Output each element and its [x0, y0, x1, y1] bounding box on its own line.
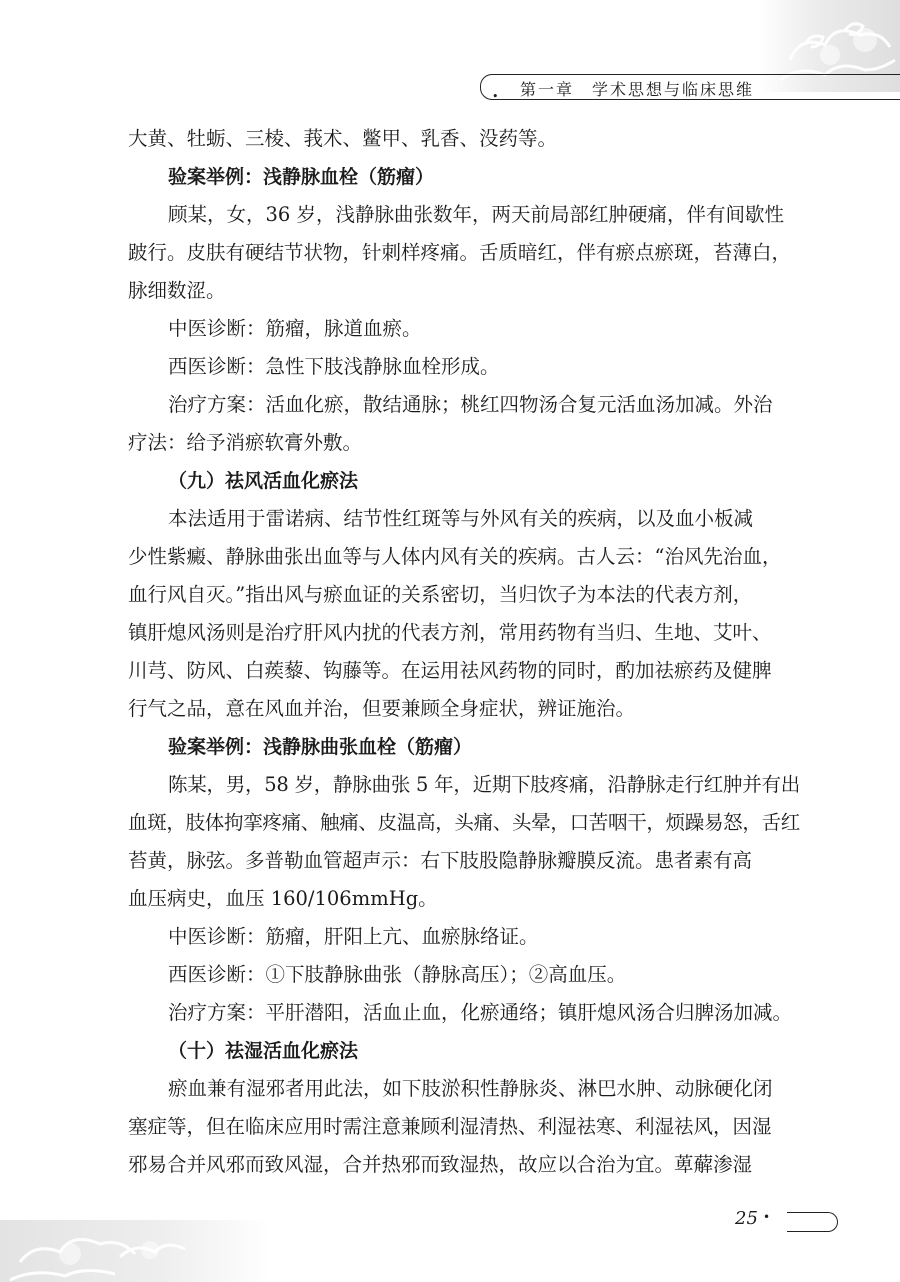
paragraph — [128, 348, 800, 386]
text-line: 本法适用于雷诺病、结节性红斑等与外风有关的疾病，以及血小板减 — [168, 507, 754, 530]
text-line: 血行风自灭。”指出风与瘀血证的关系密切，当归饮子为本法的代表方剂， — [128, 583, 753, 606]
text-line: 大黄、牡蛎、三棱、莪术、鳖甲、乳香、没药等。 — [128, 127, 558, 150]
running-head — [480, 74, 900, 104]
section-heading: 验案举例：浅静脉曲张血栓（筋瘤） — [168, 736, 473, 758]
text-line: 西医诊断：①下肢静脉曲张（静脉高压）；②高血压。 — [168, 963, 627, 986]
text-line: 少性紫癜、静脉曲张出血等与人体内风有关的疾病。古人云：“治风先治血， — [128, 545, 782, 568]
text-line: 治疗方案：平肝潜阳，活血止血，化瘀通络；镇肝熄风汤合归脾汤加减。 — [168, 1001, 793, 1024]
paragraph — [128, 500, 800, 728]
page-body — [128, 120, 800, 1184]
arrow-icon: • — [492, 90, 499, 103]
text-line: 陈某，男，58 岁，静脉曲张 5 年，近期下肢疼痛，沿静脉走行红肿并有出 — [168, 773, 800, 796]
chapter-title: 第一章 学术思想与临床思维 — [520, 80, 755, 99]
text-line: 西医诊断：急性下肢浅静脉血栓形成。 — [168, 355, 500, 378]
page-footer — [735, 1208, 900, 1238]
text-line: 治疗方案：活血化瘀，散结通脉；桃红四物汤合复元活血汤加减。外治 — [168, 393, 773, 416]
paragraph — [128, 120, 800, 158]
paragraph — [128, 196, 800, 310]
text-line: 邪易合并风邪而致风湿，合并热邪而致湿热，故应以合治为宜。萆薢渗湿 — [128, 1153, 753, 1176]
paragraph — [128, 956, 800, 994]
paragraph — [128, 994, 800, 1032]
text-line: 疗法：给予消瘀软膏外敷。 — [128, 431, 363, 454]
section-heading: 验案举例：浅静脉血栓（筋瘤） — [168, 166, 435, 188]
text-line: 跛行。皮肤有硬结节状物，针刺样疼痛。舌质暗红，伴有瘀点瘀斑，苔薄白， — [128, 241, 792, 264]
text-line: 塞症等，但在临床应用时需注意兼顾利湿清热、利湿祛寒、利湿祛风，因湿 — [128, 1115, 772, 1138]
arrow-icon: • — [763, 1210, 771, 1224]
paragraph — [128, 310, 800, 348]
text-line: 苔黄，脉弦。多普勒血管超声示：右下肢股隐静脉瓣膜反流。患者素有高 — [128, 849, 753, 872]
text-line: 川芎、防风、白蒺藜、钩藤等。在运用祛风药物的同时，酌加祛瘀药及健脾 — [128, 659, 772, 682]
footer-rule — [787, 1212, 838, 1232]
text-line: 中医诊断：筋瘤，肝阳上亢、血瘀脉络证。 — [168, 925, 539, 948]
text-line: 中医诊断：筋瘤，脉道血瘀。 — [168, 317, 422, 340]
paragraph — [128, 386, 800, 462]
text-line: 行气之品，意在风血并治，但要兼顾全身症状，辨证施治。 — [128, 697, 636, 720]
text-line: 镇肝熄风汤则是治疗肝风内扰的代表方剂，常用药物有当归、生地、艾叶、 — [128, 621, 772, 644]
text-line: 血压病史，血压 160/106mmHg。 — [128, 887, 438, 910]
footer-decoration — [0, 1220, 270, 1282]
text-line: 顾某，女，36 岁，浅静脉曲张数年，两天前局部红肿硬痛，伴有间歇性 — [168, 203, 785, 226]
paragraph — [128, 766, 800, 918]
page-number: 25 — [735, 1208, 758, 1229]
paragraph — [128, 918, 800, 956]
text-line: 瘀血兼有湿邪者用此法，如下肢淤积性静脉炎、淋巴水肿、动脉硬化闭 — [168, 1077, 773, 1100]
text-line: 脉细数涩。 — [128, 279, 226, 302]
text-line: 血斑，肢体拘挛疼痛、触痛、皮温高，头痛、头晕，口苦咽干，烦躁易怒，舌红 — [128, 811, 800, 834]
paragraph — [128, 1070, 800, 1184]
section-heading: （十）祛湿活血化瘀法 — [168, 1040, 359, 1062]
section-heading: （九）祛风活血化瘀法 — [168, 470, 359, 492]
